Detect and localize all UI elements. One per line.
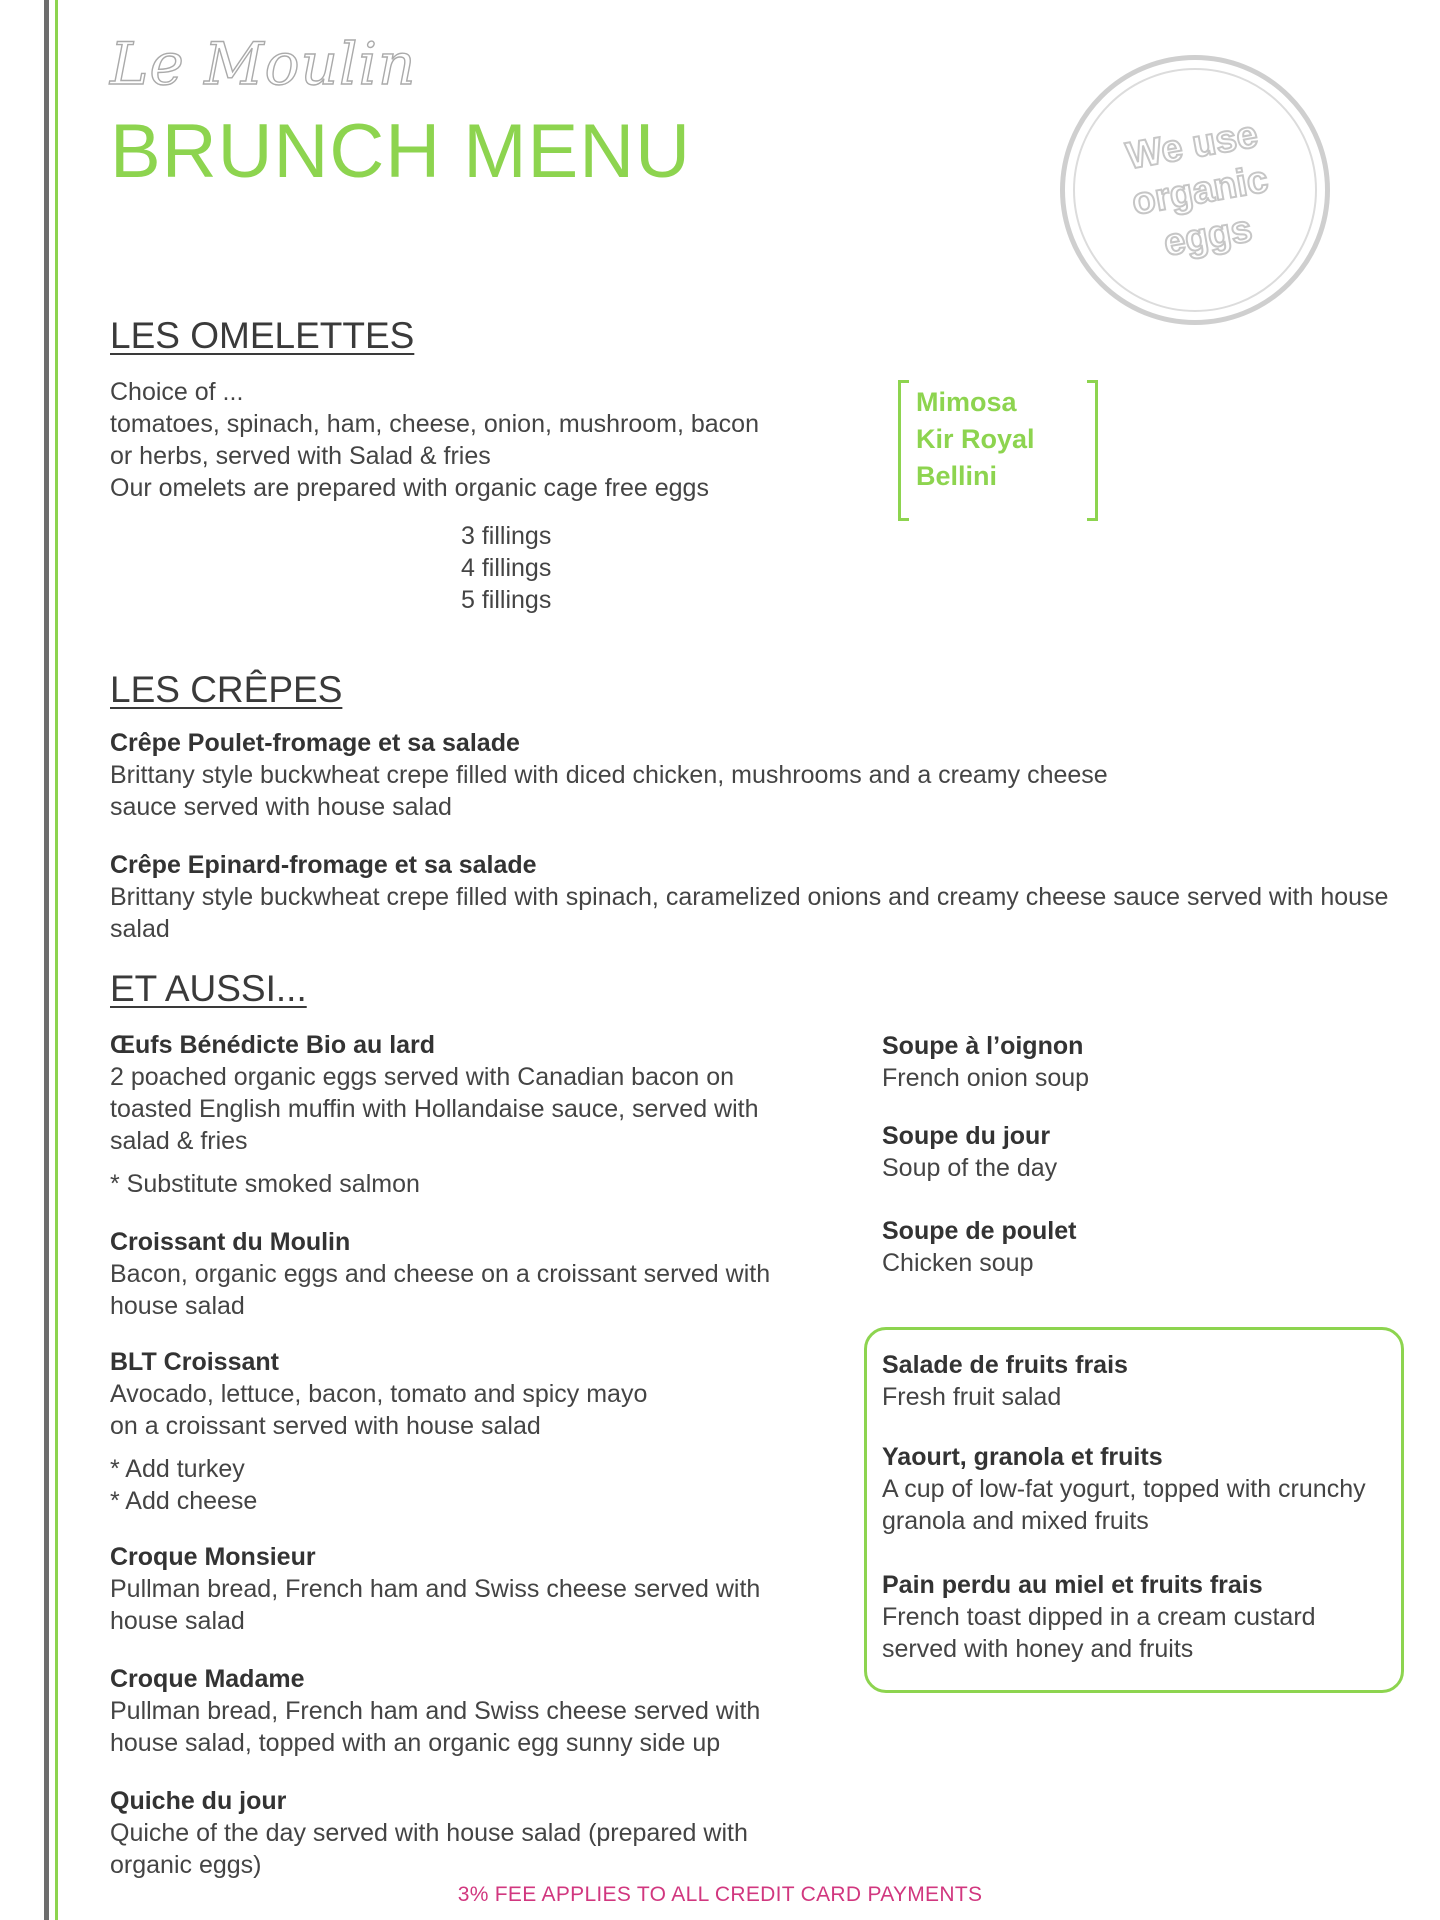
- menu-item-desc: sauce served with house salad: [110, 793, 452, 821]
- menu-item-desc: Brittany style buckwheat crepe filled with spinach, caramelized onions and creamy cheese sauce served with house: [110, 883, 1389, 911]
- menu-item-name: Croque Madame: [110, 1665, 305, 1693]
- menu-item-desc: salad: [110, 915, 170, 943]
- menu-item-desc: Quiche of the day served with house salad (prepared with: [110, 1819, 748, 1847]
- menu-item-desc: Brittany style buckwheat crepe filled with diced chicken, mushrooms and a creamy cheese: [110, 761, 1108, 789]
- menu-item-name: Crêpe Poulet-fromage et sa salade: [110, 729, 520, 757]
- menu-item-desc: Bacon, organic eggs and cheese on a croissant served with: [110, 1260, 771, 1288]
- menu-item-note: * Substitute smoked salmon: [110, 1170, 420, 1198]
- bracket-left: [898, 380, 909, 521]
- omelettes-line: Choice of ...: [110, 378, 244, 406]
- menu-item-name: Crêpe Epinard-fromage et sa salade: [110, 851, 537, 879]
- credit-card-fee-notice: 3% FEE APPLIES TO ALL CREDIT CARD PAYMENTS: [457, 1883, 983, 1906]
- stamp-line: eggs: [1160, 207, 1256, 265]
- menu-item-desc: salad & fries: [110, 1127, 248, 1155]
- menu-item-name: Salade de fruits frais: [882, 1351, 1128, 1379]
- menu-item-desc: house salad: [110, 1292, 245, 1320]
- restaurant-logo: Le Moulin: [110, 30, 417, 98]
- menu-item-desc: French onion soup: [882, 1064, 1090, 1092]
- menu-item-name: Croque Monsieur: [110, 1543, 316, 1571]
- drinks-list: [916, 384, 1035, 495]
- left-border-green: [55, 0, 58, 1920]
- menu-item-desc: Fresh fruit salad: [882, 1383, 1062, 1411]
- menu-item-desc: house salad: [110, 1607, 245, 1635]
- menu-item-name: Soupe de poulet: [882, 1217, 1077, 1245]
- menu-item-desc: Pullman bread, French ham and Swiss cheese served with: [110, 1697, 761, 1725]
- menu-item-desc: on a croissant served with house salad: [110, 1412, 541, 1440]
- organic-eggs-stamp: [1060, 55, 1330, 325]
- menu-item-name: Pain perdu au miel et fruits frais: [882, 1571, 1263, 1599]
- omelettes-line: tomatoes, spinach, ham, cheese, onion, mushroom, bacon: [110, 410, 759, 438]
- page-title: BRUNCH MENU: [110, 109, 691, 194]
- omelettes-line: or herbs, served with Salad & fries: [110, 442, 491, 470]
- menu-item-name: Soupe du jour: [882, 1122, 1051, 1150]
- menu-item-name: Yaourt, granola et fruits: [882, 1443, 1163, 1471]
- stamp-line: organic: [1128, 158, 1272, 224]
- bracket-right: [1087, 380, 1098, 521]
- menu-item-desc: Pullman bread, French ham and Swiss cheese served with: [110, 1575, 761, 1603]
- menu-item-desc: toasted English muffin with Hollandaise sauce, served with: [110, 1095, 759, 1123]
- menu-item-desc: served with honey and fruits: [882, 1635, 1194, 1663]
- menu-item-desc: A cup of low-fat yogurt, topped with crunchy: [882, 1475, 1366, 1503]
- drink-item: Mimosa: [916, 387, 1017, 417]
- stamp-line: We use: [1123, 113, 1261, 178]
- section-heading-crepes: LES CRÊPES: [110, 669, 343, 710]
- menu-item-desc: 2 poached organic eggs served with Canadian bacon on: [110, 1063, 735, 1091]
- filling-option: 5 fillings: [461, 586, 552, 614]
- menu-item-note: * Add cheese: [110, 1487, 258, 1515]
- menu-item-name: Croissant du Moulin: [110, 1228, 351, 1256]
- menu-item-name: Soupe à l’oignon: [882, 1032, 1084, 1060]
- drink-item: Bellini: [916, 461, 998, 491]
- filling-option: 4 fillings: [461, 554, 552, 582]
- menu-item-desc: organic eggs): [110, 1851, 262, 1879]
- menu-item-desc: Avocado, lettuce, bacon, tomato and spicy mayo: [110, 1380, 648, 1408]
- menu-item-name: Quiche du jour: [110, 1787, 287, 1815]
- menu-item-note: * Add turkey: [110, 1455, 245, 1483]
- menu-item-desc: French toast dipped in a cream custard: [882, 1603, 1316, 1631]
- menu-item-desc: Chicken soup: [882, 1249, 1034, 1277]
- left-border-gray: [44, 0, 49, 1920]
- omelettes-line: Our omelets are prepared with organic cage free eggs: [110, 474, 709, 502]
- menu-item-name: BLT Croissant: [110, 1348, 279, 1376]
- menu-item-desc: granola and mixed fruits: [882, 1507, 1149, 1535]
- section-heading-omelettes: LES OMELETTES: [110, 315, 415, 356]
- drinks-box: [898, 380, 1098, 515]
- menu-item-name: Œufs Bénédicte Bio au lard: [110, 1031, 436, 1059]
- drink-item: Kir Royal: [916, 424, 1035, 454]
- section-heading-et-aussi: ET AUSSI...: [110, 968, 307, 1009]
- menu-item-desc: Soup of the day: [882, 1154, 1058, 1182]
- menu-item-desc: house salad, topped with an organic egg sunny side up: [110, 1729, 721, 1757]
- filling-option: 3 fillings: [461, 522, 552, 550]
